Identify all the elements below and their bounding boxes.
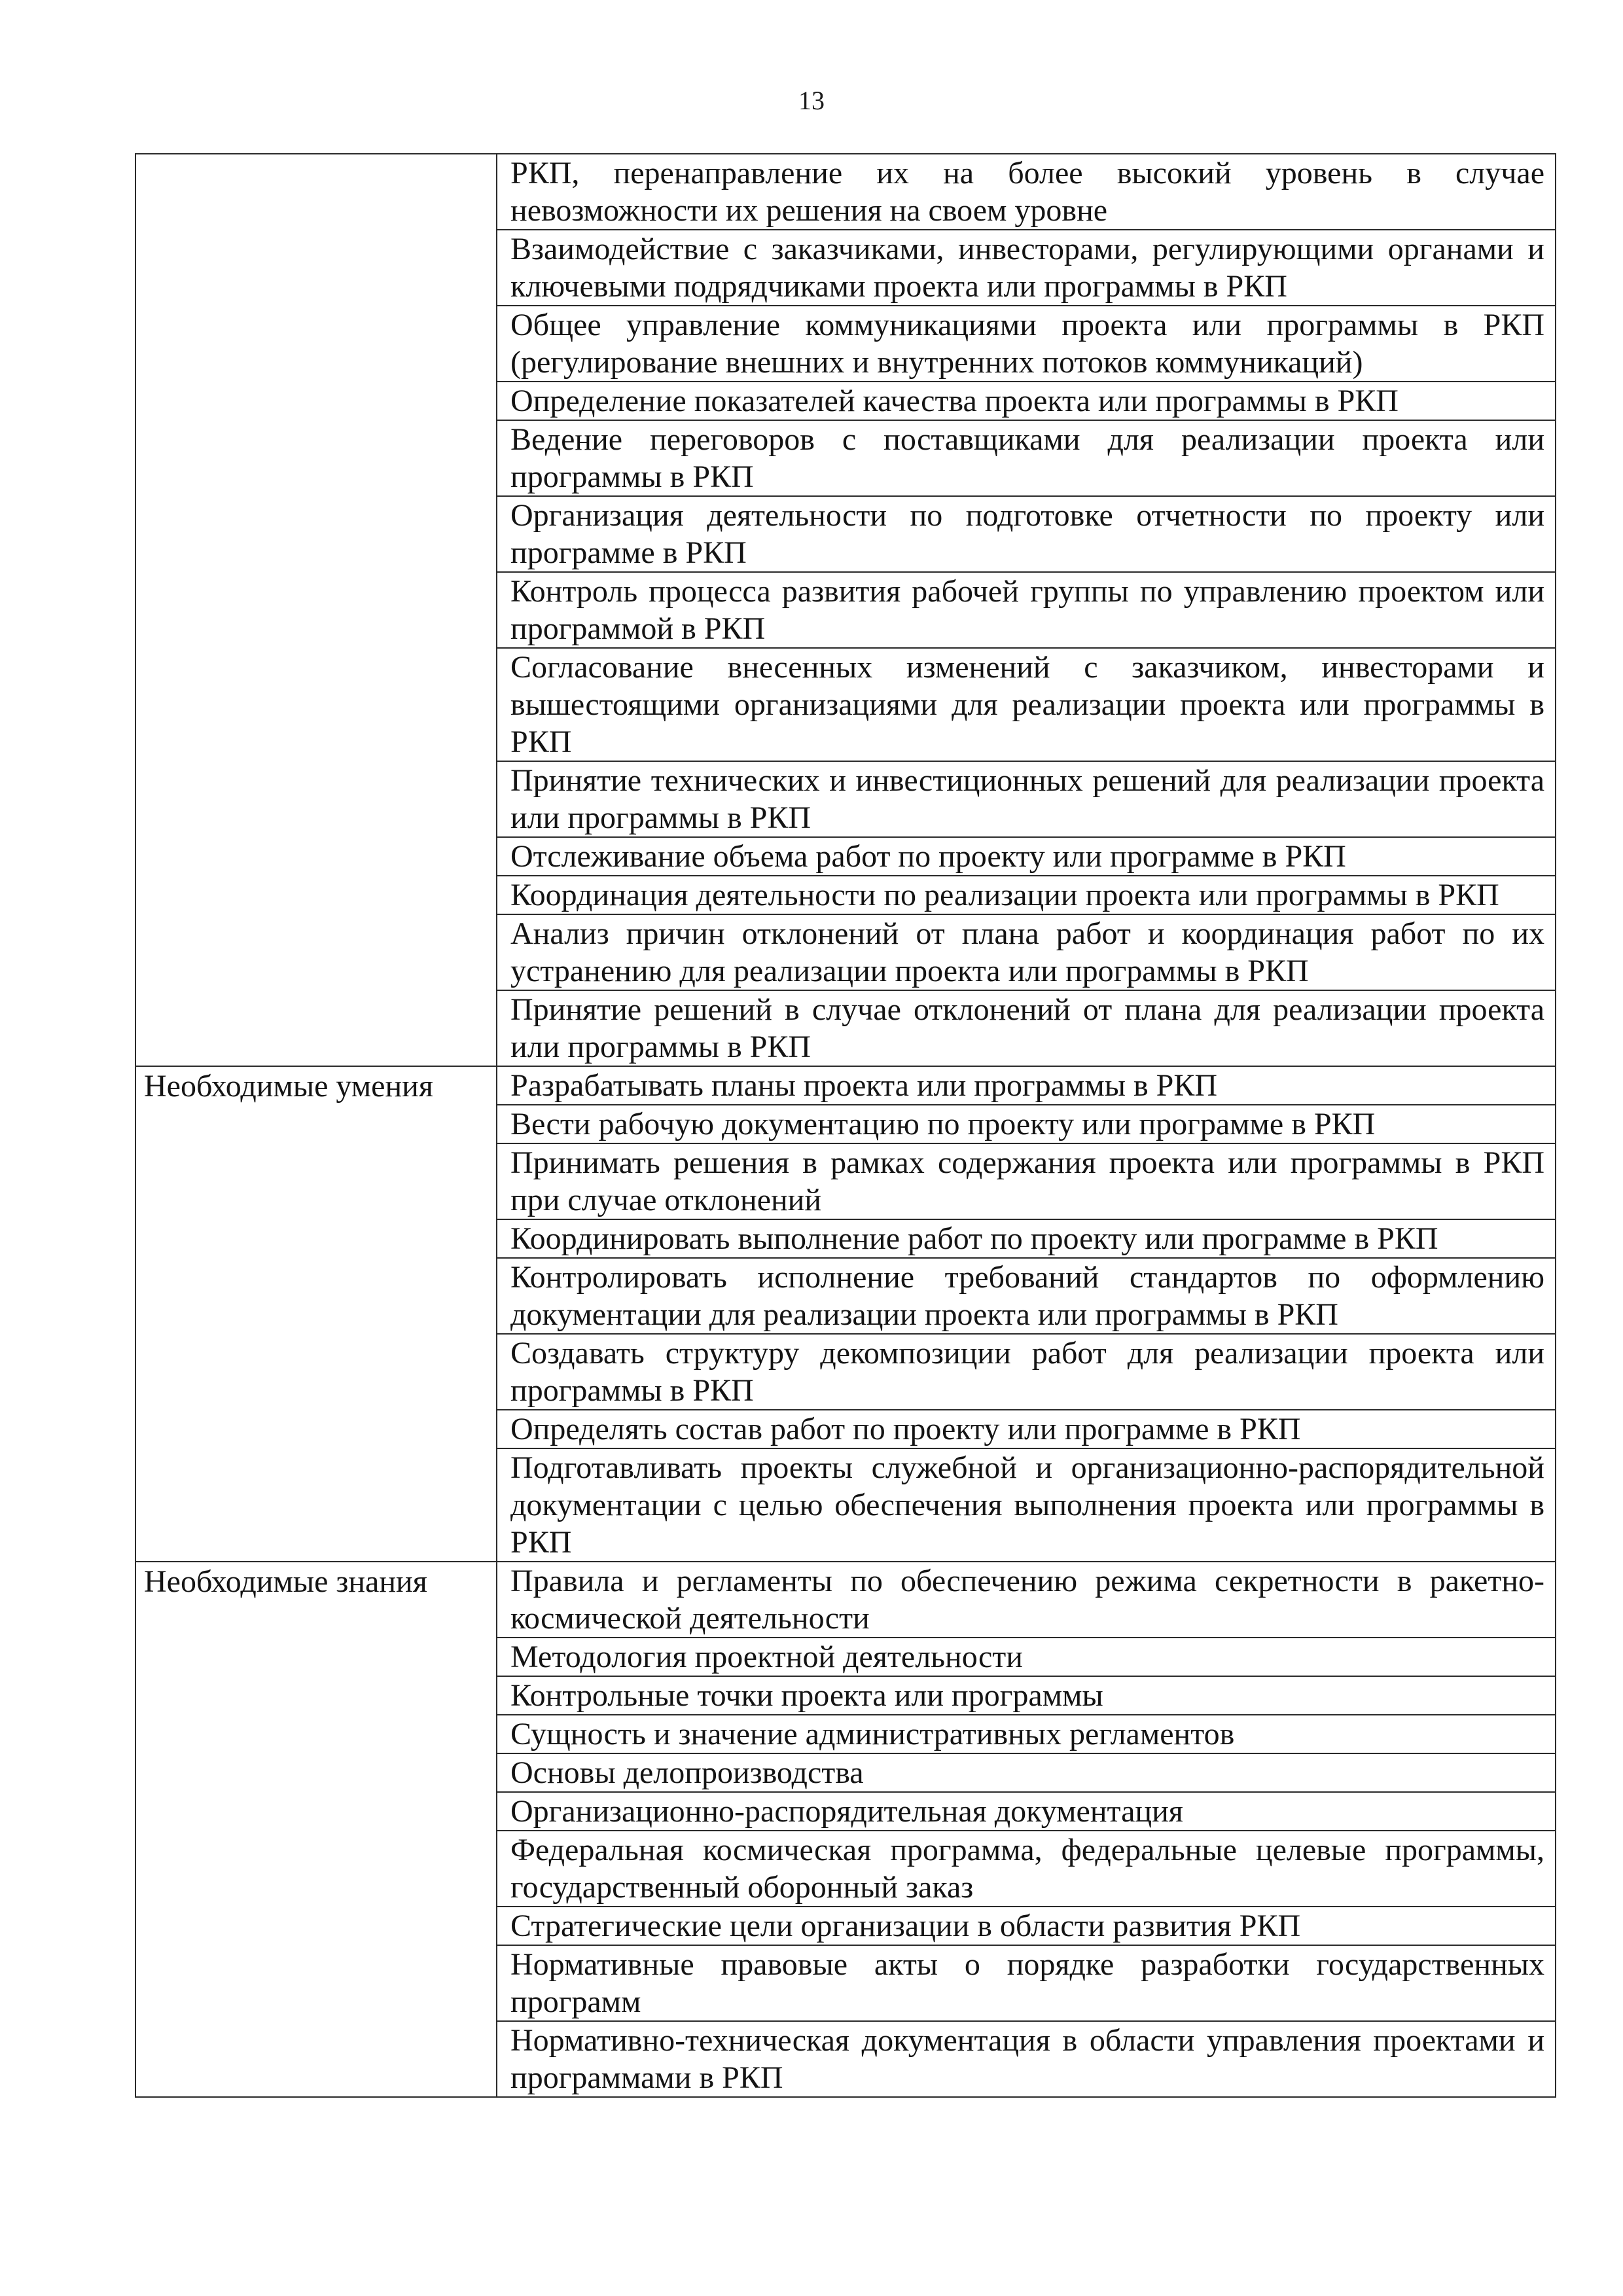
page-number: 13	[798, 86, 825, 115]
section-label: Необходимые умения	[135, 1066, 497, 1562]
section-label	[135, 154, 497, 1066]
table-cell-item: Разрабатывать планы проекта или программы в РКП	[497, 1066, 1556, 1105]
table-cell-item: Контролировать исполнение требований стандартов по оформлению документации для реализации проекта или программы в РКП	[497, 1258, 1556, 1334]
table-cell-item: Анализ причин отклонений от плана работ и координация работ по их устранению для реализации проекта или программы в РКП	[497, 914, 1556, 990]
table-cell-item: Подготавливать проекты служебной и организационно-распорядительной документации с целью обеспечения выполнения проекта или программы в РКП	[497, 1448, 1556, 1562]
table-cell-item: Ведение переговоров с поставщиками для реализации проекта или программы в РКП	[497, 420, 1556, 496]
table-cell-item: Общее управление коммуникациями проекта или программы в РКП (регулирование внешних и внутренних потоков коммуникаций)	[497, 306, 1556, 382]
section-label: Необходимые знания	[135, 1562, 497, 2097]
competency-table	[135, 153, 1556, 2098]
table-cell-item: РКП, перенаправление их на более высокий уровень в случае невозможности их решения на своем уровне	[497, 154, 1556, 230]
table-cell-item: Принятие технических и инвестиционных решений для реализации проекта или программы в РКП	[497, 761, 1556, 837]
table-cell-item: Нормативно-техническая документация в области управления проектами и программами в РКП	[497, 2021, 1556, 2097]
table-row	[135, 154, 1556, 230]
table-row	[135, 1562, 1556, 1638]
table-cell-item: Принятие решений в случае отклонений от плана для реализации проекта или программы в РКП	[497, 990, 1556, 1066]
table-cell-item: Федеральная космическая программа, федеральные целевые программы, государственный оборонный заказ	[497, 1831, 1556, 1907]
table-cell-item: Нормативные правовые акты о порядке разработки государственных программ	[497, 1945, 1556, 2021]
table-cell-item: Взаимодействие с заказчиками, инвесторами, регулирующими органами и ключевыми подрядчиками проекта или программы в РКП	[497, 230, 1556, 306]
table-cell-item: Координировать выполнение работ по проекту или программе в РКП	[497, 1219, 1556, 1258]
table-cell-item: Определять состав работ по проекту или программе в РКП	[497, 1410, 1556, 1448]
table-cell-item: Контроль процесса развития рабочей группы по управлению проектом или программой в РКП	[497, 572, 1556, 648]
table-cell-item: Определение показателей качества проекта или программы в РКП	[497, 382, 1556, 420]
table-cell-item: Организационно-распорядительная документация	[497, 1792, 1556, 1831]
table-cell-item: Создавать структуру декомпозиции работ для реализации проекта или программы в РКП	[497, 1334, 1556, 1410]
table-cell-item: Правила и регламенты по обеспечению режима секретности в ракетно-космической деятельности	[497, 1562, 1556, 1638]
table-cell-item: Организация деятельности по подготовке отчетности по проекту или программе в РКП	[497, 496, 1556, 572]
table-cell-item: Контрольные точки проекта или программы	[497, 1676, 1556, 1715]
table-cell-item: Вести рабочую документацию по проекту или программе в РКП	[497, 1105, 1556, 1143]
table-cell-item: Координация деятельности по реализации проекта или программы в РКП	[497, 876, 1556, 914]
table-cell-item: Основы делопроизводства	[497, 1753, 1556, 1792]
table-cell-item: Методология проектной деятельности	[497, 1638, 1556, 1676]
table-row	[135, 1066, 1556, 1105]
table-cell-item: Сущность и значение административных регламентов	[497, 1715, 1556, 1753]
table-cell-item: Принимать решения в рамках содержания проекта или программы в РКП при случае отклонений	[497, 1143, 1556, 1219]
table-cell-item: Согласование внесенных изменений с заказчиком, инвесторами и вышестоящими организациями для реализации проекта или программы в РКП	[497, 648, 1556, 761]
table-cell-item: Стратегические цели организации в области развития РКП	[497, 1907, 1556, 1945]
table-cell-item: Отслеживание объема работ по проекту или программе в РКП	[497, 837, 1556, 876]
